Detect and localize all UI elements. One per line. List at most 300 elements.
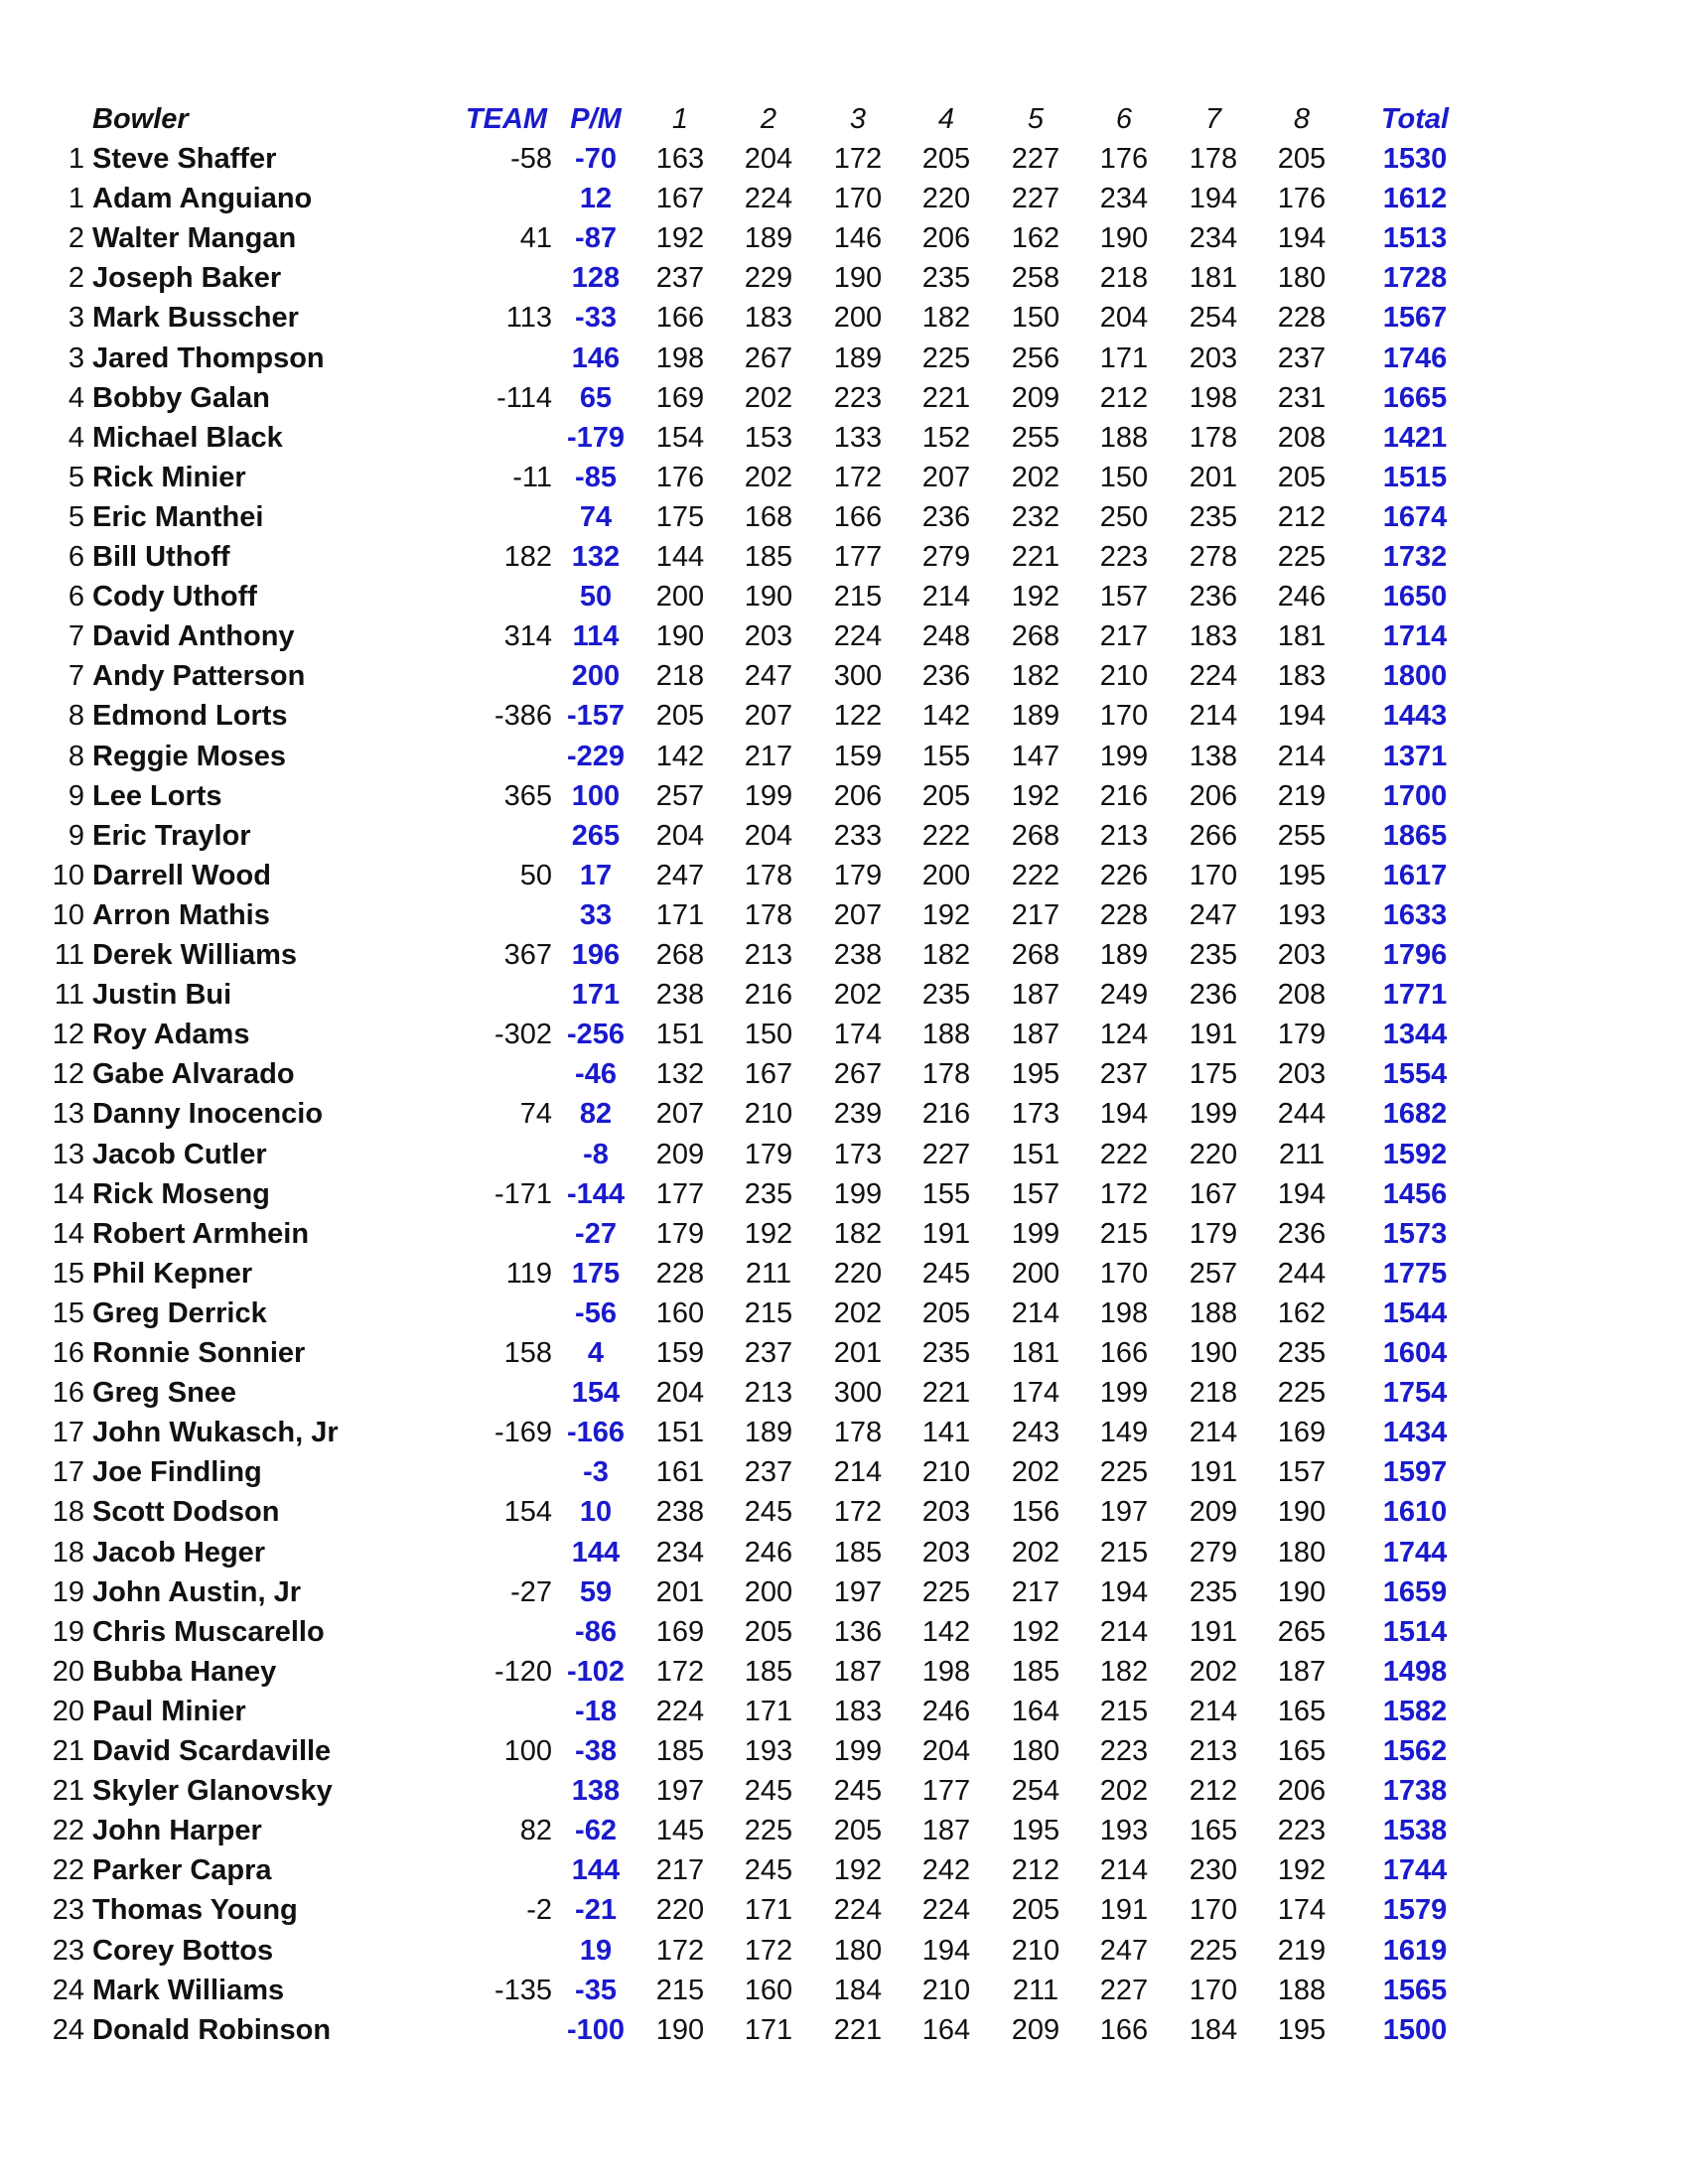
total-score: 1771 — [1382, 979, 1448, 1012]
table-row — [0, 1572, 1688, 1612]
plus-minus: 171 — [571, 979, 621, 1012]
plus-minus: 100 — [571, 779, 621, 812]
game-5-score: 185 — [1011, 1655, 1060, 1688]
bowler-rank: 3 — [68, 302, 84, 335]
table-row — [0, 1850, 1688, 1890]
header-game-7: 7 — [1204, 103, 1222, 135]
bowler-name: Joe Findling — [92, 1456, 262, 1489]
game-8-score: 228 — [1277, 302, 1327, 335]
game-5-score: 255 — [1011, 421, 1060, 454]
game-2-score: 217 — [744, 740, 793, 772]
game-6-score: 182 — [1099, 1655, 1149, 1688]
game-2-score: 185 — [744, 1655, 793, 1688]
game-3-score: 133 — [833, 421, 883, 454]
bowler-name: Jared Thompson — [92, 341, 325, 374]
game-4-score: 142 — [921, 700, 971, 733]
total-score: 1597 — [1382, 1456, 1448, 1489]
game-5-score: 174 — [1011, 1377, 1060, 1410]
game-5-score: 209 — [1011, 381, 1060, 414]
game-1-score: 144 — [655, 541, 705, 573]
game-6-score: 176 — [1099, 143, 1149, 175]
bowler-name: Skyler Glanovsky — [92, 1775, 333, 1808]
game-2-score: 247 — [744, 660, 793, 693]
bowler-rank: 17 — [52, 1456, 84, 1489]
game-2-score: 171 — [744, 1894, 793, 1927]
bowler-rank: 11 — [54, 939, 84, 971]
game-5-score: 217 — [1011, 898, 1060, 931]
game-5-score: 258 — [1011, 262, 1060, 295]
plus-minus: -35 — [575, 1974, 617, 2006]
bowler-name: Chris Muscarello — [92, 1615, 325, 1648]
game-5-score: 243 — [1011, 1417, 1060, 1449]
game-5-score: 162 — [1011, 222, 1060, 255]
game-8-score: 195 — [1277, 859, 1327, 891]
bowler-name: John Wukasch, Jr — [92, 1417, 339, 1449]
total-score: 1344 — [1382, 1019, 1448, 1051]
game-5-score: 221 — [1011, 541, 1060, 573]
game-2-score: 205 — [744, 1615, 793, 1648]
game-6-score: 225 — [1099, 1456, 1149, 1489]
game-6-score: 124 — [1099, 1019, 1149, 1051]
bowler-rank: 13 — [52, 1098, 84, 1131]
game-1-score: 159 — [655, 1337, 705, 1369]
game-4-score: 225 — [921, 341, 971, 374]
game-8-score: 235 — [1277, 1337, 1327, 1369]
team-score: 158 — [503, 1337, 552, 1369]
game-7-score: 198 — [1189, 381, 1238, 414]
bowler-rank: 5 — [68, 461, 84, 493]
game-8-score: 225 — [1277, 541, 1327, 573]
game-5-score: 150 — [1011, 302, 1060, 335]
game-8-score: 180 — [1277, 262, 1327, 295]
game-8-score: 255 — [1277, 819, 1327, 852]
bowler-name: Phil Kepner — [92, 1257, 253, 1290]
game-5-score: 200 — [1011, 1257, 1060, 1290]
bowler-name: Thomas Young — [92, 1894, 298, 1927]
game-8-score: 195 — [1277, 2013, 1327, 2046]
game-4-score: 221 — [921, 381, 971, 414]
plus-minus: -100 — [566, 2013, 626, 2046]
bowler-rank: 7 — [68, 620, 84, 653]
bowler-name: Greg Snee — [92, 1377, 237, 1410]
game-4-score: 155 — [921, 1177, 971, 1210]
game-1-score: 185 — [655, 1735, 705, 1767]
game-7-score: 235 — [1189, 939, 1238, 971]
team-score: -114 — [496, 381, 552, 414]
plus-minus: -229 — [566, 740, 626, 772]
table-row — [0, 458, 1688, 497]
game-4-score: 187 — [921, 1815, 971, 1847]
total-score: 1612 — [1382, 183, 1448, 215]
bowler-rank: 13 — [52, 1138, 84, 1170]
game-2-score: 237 — [744, 1456, 793, 1489]
game-8-score: 176 — [1277, 183, 1327, 215]
game-2-score: 235 — [744, 1177, 793, 1210]
game-5-score: 187 — [1011, 1019, 1060, 1051]
game-1-score: 177 — [655, 1177, 705, 1210]
game-3-score: 202 — [833, 1297, 883, 1329]
bowler-rank: 20 — [52, 1695, 84, 1727]
total-score: 1665 — [1382, 381, 1448, 414]
game-5-score: 164 — [1011, 1695, 1060, 1727]
table-row — [0, 656, 1688, 696]
total-score: 1619 — [1382, 1934, 1448, 1967]
team-score: -120 — [493, 1655, 552, 1688]
bowler-rank: 4 — [68, 381, 84, 414]
game-3-score: 179 — [833, 859, 883, 891]
game-1-score: 215 — [655, 1974, 705, 2006]
game-3-score: 202 — [833, 979, 883, 1012]
game-8-score: 205 — [1277, 143, 1327, 175]
team-score: 100 — [503, 1735, 552, 1767]
game-4-score: 236 — [921, 660, 971, 693]
game-3-score: 177 — [833, 541, 883, 573]
game-3-score: 300 — [833, 1377, 883, 1410]
header-pm: P/M — [570, 103, 622, 135]
game-8-score: 157 — [1277, 1456, 1327, 1489]
game-3-score: 221 — [833, 2013, 883, 2046]
game-6-score: 172 — [1099, 1177, 1149, 1210]
table-row — [0, 1333, 1688, 1373]
game-6-score: 149 — [1099, 1417, 1149, 1449]
game-6-score: 170 — [1099, 700, 1149, 733]
bowler-rank: 19 — [52, 1575, 84, 1608]
game-7-score: 194 — [1189, 183, 1238, 215]
game-6-score: 191 — [1099, 1894, 1149, 1927]
game-5-score: 209 — [1011, 2013, 1060, 2046]
game-8-score: 165 — [1277, 1735, 1327, 1767]
game-4-score: 142 — [921, 1615, 971, 1648]
game-3-score: 185 — [833, 1536, 883, 1569]
bowler-name: Eric Traylor — [92, 819, 251, 852]
game-5-score: 214 — [1011, 1297, 1060, 1329]
game-8-score: 183 — [1277, 660, 1327, 693]
game-6-score: 250 — [1099, 500, 1149, 533]
table-row — [0, 616, 1688, 656]
game-8-score: 206 — [1277, 1775, 1327, 1808]
game-2-score: 168 — [744, 500, 793, 533]
game-2-score: 171 — [744, 1695, 793, 1727]
game-4-score: 220 — [921, 183, 971, 215]
game-8-score: 165 — [1277, 1695, 1327, 1727]
game-3-score: 122 — [833, 700, 883, 733]
game-6-score: 199 — [1099, 1377, 1149, 1410]
header-row — [0, 99, 1688, 139]
game-5-score: 157 — [1011, 1177, 1060, 1210]
game-7-score: 279 — [1189, 1536, 1238, 1569]
bowler-name: Reggie Moses — [92, 740, 286, 772]
game-1-score: 238 — [655, 1496, 705, 1529]
bowler-rank: 22 — [52, 1854, 84, 1887]
plus-minus: 17 — [579, 859, 613, 891]
game-2-score: 189 — [744, 222, 793, 255]
plus-minus: 175 — [571, 1257, 621, 1290]
game-7-score: 235 — [1189, 500, 1238, 533]
total-score: 1700 — [1382, 779, 1448, 812]
total-score: 1565 — [1382, 1974, 1448, 2006]
total-score: 1456 — [1382, 1177, 1448, 1210]
table-row — [0, 339, 1688, 378]
game-6-score: 190 — [1099, 222, 1149, 255]
plus-minus: -18 — [575, 1695, 617, 1727]
game-6-score: 194 — [1099, 1575, 1149, 1608]
total-score: 1443 — [1382, 700, 1448, 733]
table-row — [0, 1054, 1688, 1094]
game-1-score: 238 — [655, 979, 705, 1012]
game-1-score: 247 — [655, 859, 705, 891]
game-2-score: 200 — [744, 1575, 793, 1608]
game-7-score: 175 — [1189, 1058, 1238, 1091]
game-3-score: 187 — [833, 1655, 883, 1688]
game-8-score: 265 — [1277, 1615, 1327, 1648]
game-2-score: 245 — [744, 1775, 793, 1808]
total-score: 1544 — [1382, 1297, 1448, 1329]
total-score: 1554 — [1382, 1058, 1448, 1091]
game-6-score: 216 — [1099, 779, 1149, 812]
plus-minus: 138 — [571, 1775, 621, 1808]
bowler-name: Parker Capra — [92, 1854, 272, 1887]
game-8-score: 219 — [1277, 779, 1327, 812]
game-7-score: 181 — [1189, 262, 1238, 295]
bowler-rank: 6 — [68, 581, 84, 614]
game-1-score: 207 — [655, 1098, 705, 1131]
game-3-score: 224 — [833, 1894, 883, 1927]
game-3-score: 159 — [833, 740, 883, 772]
header-game-5: 5 — [1027, 103, 1045, 135]
game-2-score: 216 — [744, 979, 793, 1012]
table-row — [0, 418, 1688, 458]
bowler-name: Derek Williams — [92, 939, 298, 971]
game-3-score: 184 — [833, 1974, 883, 2006]
bowler-rank: 14 — [52, 1177, 84, 1210]
plus-minus: -87 — [575, 222, 617, 255]
game-4-score: 182 — [921, 939, 971, 971]
game-8-score: 169 — [1277, 1417, 1327, 1449]
game-2-score: 237 — [744, 1337, 793, 1369]
game-7-score: 184 — [1189, 2013, 1238, 2046]
game-6-score: 234 — [1099, 183, 1149, 215]
game-4-score: 205 — [921, 1297, 971, 1329]
game-5-score: 181 — [1011, 1337, 1060, 1369]
plus-minus: -46 — [575, 1058, 617, 1091]
total-score: 1754 — [1382, 1377, 1448, 1410]
total-score: 1732 — [1382, 541, 1448, 573]
game-7-score: 209 — [1189, 1496, 1238, 1529]
game-7-score: 218 — [1189, 1377, 1238, 1410]
total-score: 1500 — [1382, 2013, 1448, 2046]
game-7-score: 236 — [1189, 581, 1238, 614]
game-8-score: 187 — [1277, 1655, 1327, 1688]
game-7-score: 178 — [1189, 143, 1238, 175]
table-row — [0, 895, 1688, 935]
game-8-score: 246 — [1277, 581, 1327, 614]
plus-minus: 154 — [571, 1377, 621, 1410]
total-score: 1604 — [1382, 1337, 1448, 1369]
table-row — [0, 1452, 1688, 1492]
game-7-score: 278 — [1189, 541, 1238, 573]
game-1-score: 169 — [655, 1615, 705, 1648]
game-2-score: 245 — [744, 1854, 793, 1887]
total-score: 1796 — [1382, 939, 1448, 971]
game-3-score: 146 — [833, 222, 883, 255]
game-3-score: 233 — [833, 819, 883, 852]
bowler-rank: 10 — [52, 859, 84, 891]
bowler-rank: 22 — [52, 1815, 84, 1847]
plus-minus: 128 — [571, 262, 621, 295]
game-8-score: 225 — [1277, 1377, 1327, 1410]
game-4-score: 200 — [921, 859, 971, 891]
game-7-score: 214 — [1189, 1695, 1238, 1727]
table-row — [0, 856, 1688, 895]
bowler-name: Steve Shaffer — [92, 143, 277, 175]
game-6-score: 237 — [1099, 1058, 1149, 1091]
plus-minus: 74 — [579, 500, 613, 533]
game-6-score: 226 — [1099, 859, 1149, 891]
game-7-score: 230 — [1189, 1854, 1238, 1887]
game-4-score: 207 — [921, 461, 971, 493]
game-4-score: 182 — [921, 302, 971, 335]
total-score: 1610 — [1382, 1496, 1448, 1529]
game-2-score: 211 — [745, 1257, 792, 1290]
bowler-rank: 17 — [52, 1417, 84, 1449]
table-row — [0, 1890, 1688, 1930]
game-1-score: 268 — [655, 939, 705, 971]
game-2-score: 213 — [744, 939, 793, 971]
game-4-score: 221 — [921, 1377, 971, 1410]
game-2-score: 199 — [744, 779, 793, 812]
game-1-score: 192 — [655, 222, 705, 255]
plus-minus: -38 — [575, 1735, 617, 1767]
game-6-score: 214 — [1099, 1615, 1149, 1648]
team-score: 119 — [505, 1257, 552, 1290]
game-6-score: 166 — [1099, 2013, 1149, 2046]
game-4-score: 246 — [921, 1695, 971, 1727]
table-row — [0, 218, 1688, 258]
bowler-name: Roy Adams — [92, 1019, 250, 1051]
game-4-score: 214 — [921, 581, 971, 614]
game-5-score: 180 — [1011, 1735, 1060, 1767]
game-7-score: 191 — [1189, 1456, 1238, 1489]
bowler-rank: 16 — [52, 1377, 84, 1410]
game-5-score: 182 — [1011, 660, 1060, 693]
total-score: 1800 — [1382, 660, 1448, 693]
plus-minus: 200 — [571, 660, 621, 693]
game-1-score: 163 — [655, 143, 705, 175]
bowler-rank: 2 — [68, 222, 84, 255]
total-score: 1865 — [1382, 819, 1448, 852]
table-row — [0, 378, 1688, 418]
total-score: 1567 — [1382, 302, 1448, 335]
plus-minus: 33 — [579, 898, 613, 931]
game-8-score: 162 — [1277, 1297, 1327, 1329]
bowler-rank: 12 — [52, 1019, 84, 1051]
total-score: 1744 — [1382, 1536, 1448, 1569]
plus-minus: 10 — [579, 1496, 613, 1529]
game-8-score: 179 — [1277, 1019, 1327, 1051]
plus-minus: 146 — [571, 341, 621, 374]
game-4-score: 203 — [921, 1496, 971, 1529]
plus-minus: 65 — [579, 381, 613, 414]
bowler-name: Donald Robinson — [92, 2013, 332, 2046]
bowler-name: Jacob Heger — [92, 1536, 266, 1569]
game-8-score: 194 — [1277, 1177, 1327, 1210]
bowler-name: John Austin, Jr — [92, 1575, 301, 1608]
team-score: -169 — [493, 1417, 552, 1449]
game-7-score: 206 — [1189, 779, 1238, 812]
game-7-score: 167 — [1189, 1177, 1238, 1210]
game-3-score: 173 — [833, 1138, 883, 1170]
game-7-score: 214 — [1189, 1417, 1238, 1449]
game-3-score: 200 — [833, 302, 883, 335]
table-row — [0, 975, 1688, 1015]
plus-minus: -27 — [575, 1217, 617, 1250]
table-row — [0, 1254, 1688, 1294]
game-1-score: 132 — [655, 1058, 705, 1091]
team-score: 314 — [503, 620, 552, 653]
bowler-name: Mark Williams — [92, 1974, 285, 2006]
game-2-score: 178 — [744, 859, 793, 891]
game-3-score: 206 — [833, 779, 883, 812]
game-5-score: 202 — [1011, 461, 1060, 493]
game-6-score: 188 — [1099, 421, 1149, 454]
game-1-score: 142 — [655, 740, 705, 772]
game-7-score: 224 — [1189, 660, 1238, 693]
header-team: TEAM — [465, 103, 548, 135]
game-7-score: 220 — [1189, 1138, 1238, 1170]
bowler-name: Lee Lorts — [92, 779, 222, 812]
game-2-score: 225 — [744, 1815, 793, 1847]
total-score: 1633 — [1382, 898, 1448, 931]
game-3-score: 239 — [833, 1098, 883, 1131]
team-score: -135 — [493, 1974, 552, 2006]
game-2-score: 203 — [744, 620, 793, 653]
bowler-name: Greg Derrick — [92, 1297, 267, 1329]
game-2-score: 171 — [744, 2013, 793, 2046]
team-score: 365 — [503, 779, 552, 812]
game-3-score: 199 — [833, 1177, 883, 1210]
game-1-score: 190 — [655, 2013, 705, 2046]
bowler-rank: 4 — [68, 421, 84, 454]
game-7-score: 170 — [1189, 1894, 1238, 1927]
game-1-score: 228 — [655, 1257, 705, 1290]
game-2-score: 190 — [744, 581, 793, 614]
game-7-score: 190 — [1189, 1337, 1238, 1369]
header-game-2: 2 — [760, 103, 777, 135]
game-4-score: 205 — [921, 779, 971, 812]
total-score: 1744 — [1382, 1854, 1448, 1887]
game-5-score: 211 — [1012, 1974, 1059, 2006]
game-6-score: 170 — [1099, 1257, 1149, 1290]
bowler-rank: 7 — [68, 660, 84, 693]
game-1-score: 237 — [655, 262, 705, 295]
game-1-score: 167 — [655, 183, 705, 215]
header-game-6: 6 — [1115, 103, 1133, 135]
bowler-rank: 9 — [68, 819, 84, 852]
game-3-score: 172 — [833, 1496, 883, 1529]
game-4-score: 248 — [921, 620, 971, 653]
game-1-score: 224 — [655, 1695, 705, 1727]
bowler-rank: 8 — [68, 700, 84, 733]
plus-minus: -56 — [575, 1297, 617, 1329]
plus-minus: 4 — [587, 1337, 605, 1369]
total-score: 1515 — [1382, 461, 1448, 493]
table-row — [0, 1652, 1688, 1692]
game-1-score: 257 — [655, 779, 705, 812]
header-game-1: 1 — [671, 103, 689, 135]
game-3-score: 189 — [833, 341, 883, 374]
game-4-score: 204 — [921, 1735, 971, 1767]
game-4-score: 191 — [921, 1217, 971, 1250]
